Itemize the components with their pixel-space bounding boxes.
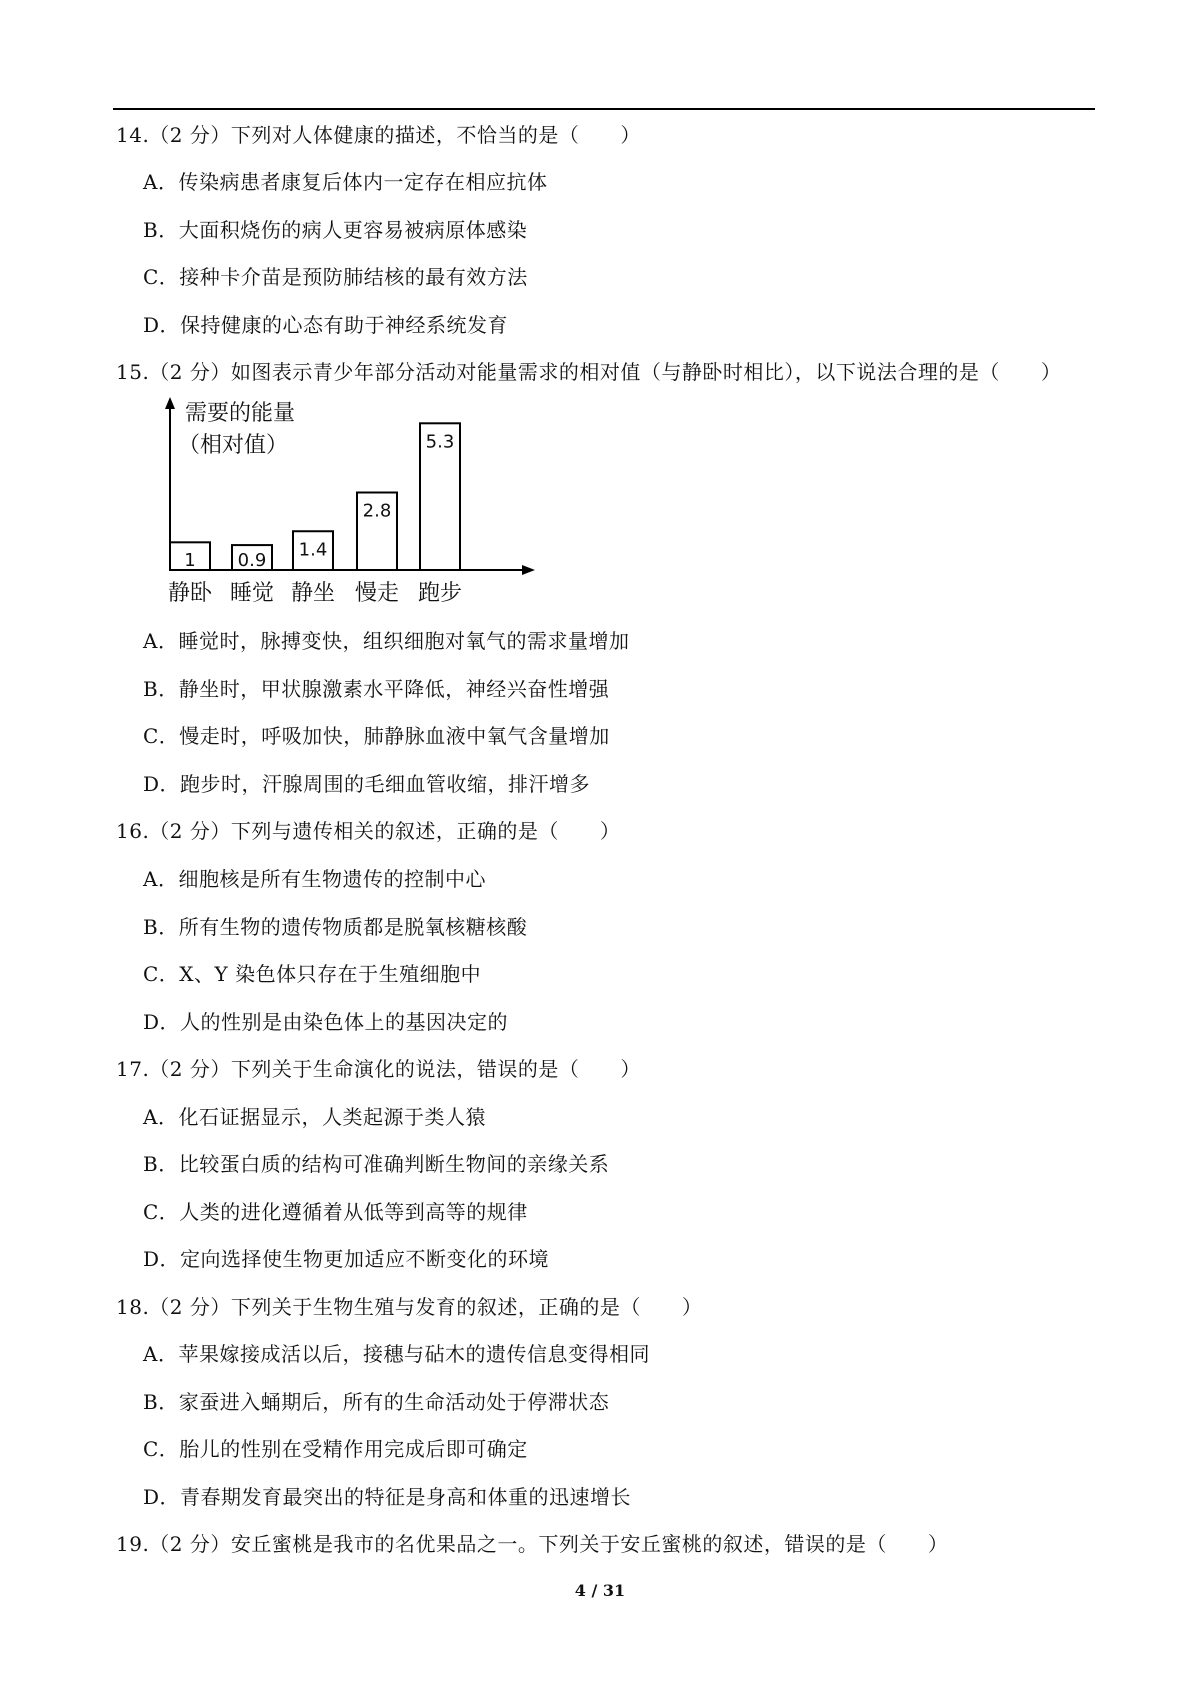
question-17-option-c: C．人类的进化遵循着从低等到高等的规律: [143, 1200, 528, 1224]
question-17-option-b: B．比较蛋白质的结构可准确判断生物间的亲缘关系: [143, 1152, 610, 1176]
question-17-option-d: D．定向选择使生物更加适应不断变化的环境: [143, 1247, 550, 1271]
question-14-option-d: D．保持健康的心态有助于神经系统发育: [143, 313, 509, 337]
category-label-4: 跑步: [417, 581, 463, 606]
category-label-1: 睡觉: [229, 581, 275, 606]
header-rule: [113, 108, 1095, 110]
question-18-option-a: A．苹果嫁接成活以后，接穗与砧木的遗传信息变得相同: [143, 1342, 650, 1366]
question-17-option-a: A．化石证据显示，人类起源于类人猿: [143, 1105, 486, 1129]
chart-title: 需要的能量: [185, 401, 296, 426]
energy-bar-chart: [150, 395, 540, 610]
question-15-option-c: C．慢走时，呼吸加快，肺静脉血液中氧气含量增加: [143, 724, 610, 748]
question-19-stem: 19.（2 分）安丘蜜桃是我市的名优果品之一。下列关于安丘蜜桃的叙述，错误的是（ ）: [116, 1532, 949, 1556]
bar-value-label-0: 1: [184, 550, 196, 571]
question-17-stem: 17.（2 分）下列关于生命演化的说法，错误的是（ ）: [116, 1057, 641, 1081]
question-16-stem: 16.（2 分）下列与遗传相关的叙述，正确的是（ ）: [116, 819, 621, 843]
page-number: 4 / 31: [574, 1581, 626, 1600]
question-14-stem: 14.（2 分）下列对人体健康的描述，不恰当的是（ ）: [116, 123, 641, 147]
bar-value-label-2: 1.4: [298, 539, 328, 561]
question-18-option-b: B．家蚕进入蛹期后，所有的生命活动处于停滞状态: [143, 1390, 610, 1414]
category-label-3: 慢走: [354, 581, 400, 606]
question-15-option-a: A．睡觉时，脉搏变快，组织细胞对氧气的需求量增加: [143, 629, 630, 653]
question-18-option-d: D．青春期发育最突出的特征是身高和体重的迅速增长: [143, 1485, 632, 1509]
question-16-option-b: B．所有生物的遗传物质都是脱氧核糖核酸: [143, 915, 528, 939]
category-label-2: 静坐: [290, 581, 336, 606]
question-14-option-b: B．大面积烧伤的病人更容易被病原体感染: [143, 218, 528, 242]
category-label-0: 静卧: [167, 581, 213, 606]
question-14-option-a: A．传染病患者康复后体内一定存在相应抗体: [143, 170, 548, 194]
question-15-option-b: B．静坐时，甲状腺激素水平降低，神经兴奋性增强: [143, 677, 610, 701]
bar-value-label-4: 5.3: [425, 431, 455, 453]
x-axis-arrow: [522, 565, 535, 575]
bar-value-label-1: 0.9: [237, 550, 267, 571]
y-axis-arrow: [165, 397, 175, 409]
question-14-option-c: C．接种卡介苗是预防肺结核的最有效方法: [143, 265, 528, 289]
question-16-option-a: A．细胞核是所有生物遗传的控制中心: [143, 867, 486, 891]
chart-subtitle: （相对值）: [178, 433, 289, 458]
question-15-option-d: D．跑步时，汗腺周围的毛细血管收缩，排汗增多: [143, 772, 591, 796]
question-16-option-d: D．人的性别是由染色体上的基因决定的: [143, 1010, 509, 1034]
question-18-option-c: C．胎儿的性别在受精作用完成后即可确定: [143, 1437, 528, 1461]
question-15-stem: 15.（2 分）如图表示青少年部分活动对能量需求的相对值（与静卧时相比），以下说法合理的是（ ）: [116, 360, 1062, 384]
question-16-option-c: C．X、Y 染色体只存在于生殖细胞中: [143, 962, 482, 986]
bar-value-label-3: 2.8: [362, 500, 392, 522]
question-18-stem: 18.（2 分）下列关于生物生殖与发育的叙述，正确的是（ ）: [116, 1295, 703, 1319]
